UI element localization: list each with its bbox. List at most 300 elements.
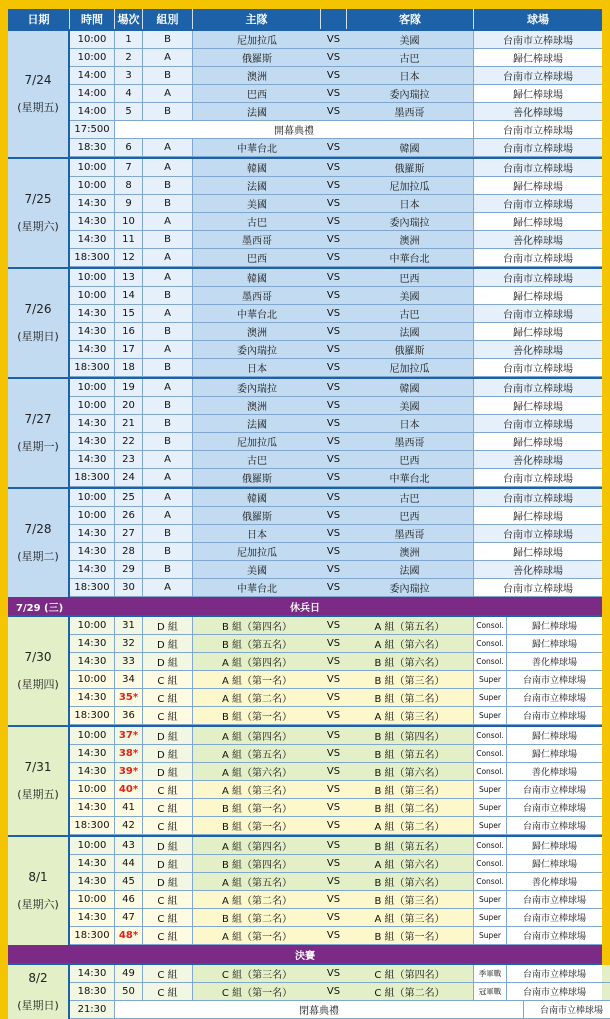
- match-row: [70, 433, 602, 451]
- away-team-cell: B 組（第二名）: [346, 689, 474, 706]
- game-number-cell: 23: [115, 451, 143, 468]
- time-cell: 10:00: [70, 397, 115, 414]
- vs-cell: VS: [326, 142, 341, 153]
- venue-cell: 台南市立棒球場: [474, 469, 602, 486]
- venue-cell: 善化棒球場: [474, 231, 602, 248]
- game-number-cell: 24: [115, 469, 143, 486]
- game-number-cell: 41: [115, 799, 143, 816]
- time-cell: 21:30: [70, 1001, 115, 1018]
- round-type-cell: Consol.: [474, 873, 507, 890]
- group-cell: D 組: [143, 855, 193, 872]
- date-label: 7/30: [24, 650, 52, 664]
- header-game-no: 場次: [115, 9, 143, 29]
- group-cell: B: [143, 397, 193, 414]
- date-label: 7/31: [24, 760, 52, 774]
- venue-cell: 善化棒球場: [507, 763, 602, 780]
- vs-cell: VS: [326, 106, 341, 117]
- round-type-cell: Super: [474, 689, 507, 706]
- home-team-cell: A 組（第四名）: [221, 732, 293, 743]
- match-rows: [70, 489, 602, 597]
- day-block: [8, 157, 602, 267]
- away-team-cell: B 組（第三名）: [346, 891, 474, 908]
- game-number-cell: 28: [115, 543, 143, 560]
- group-cell: A: [143, 469, 193, 486]
- date-label: 7/26: [24, 302, 52, 316]
- date-cell: [8, 269, 70, 377]
- game-number-cell: 21: [115, 415, 143, 432]
- home-team-cell: 法國: [247, 108, 267, 119]
- home-team-cell: B 組（第一名）: [221, 804, 293, 815]
- group-cell: D 組: [143, 763, 193, 780]
- away-team-cell: 澳洲: [346, 231, 474, 248]
- match-row: [70, 359, 602, 377]
- away-team-cell: B 組（第三名）: [346, 671, 474, 688]
- home-team-cell: 美國: [247, 200, 267, 211]
- date-cell: [8, 965, 70, 1019]
- away-team-cell: 巴西: [346, 507, 474, 524]
- away-team-cell: B 組（第二名）: [346, 799, 474, 816]
- away-team-cell: A 組（第五名）: [346, 617, 474, 634]
- weekday-label: (星期二): [17, 550, 59, 563]
- round-type-cell: Super: [474, 817, 507, 834]
- game-number-cell: 38*: [115, 745, 143, 762]
- vs-cell: VS: [326, 252, 341, 263]
- away-team-cell: B 組（第三名）: [346, 781, 474, 798]
- game-number-cell: 12: [115, 249, 143, 266]
- time-cell: 10:00: [70, 891, 115, 908]
- date-label: 7/24: [24, 73, 52, 87]
- date-cell: [8, 379, 70, 487]
- round-type-cell: Consol.: [474, 837, 507, 854]
- group-cell: B: [143, 415, 193, 432]
- venue-cell: 歸仁棒球場: [507, 837, 602, 854]
- home-team-cell: B 組（第一名）: [221, 712, 293, 723]
- venue-cell: 台南市立棒球場: [474, 139, 602, 156]
- away-team-cell: 俄羅斯: [346, 341, 474, 358]
- match-row: [70, 745, 602, 763]
- time-cell: 14:30: [70, 689, 115, 706]
- game-number-cell: 37*: [115, 727, 143, 744]
- venue-cell: 台南市立棒球場: [507, 891, 602, 908]
- group-cell: D 組: [143, 617, 193, 634]
- group-cell: D 組: [143, 727, 193, 744]
- group-cell: B: [143, 543, 193, 560]
- vs-cell: VS: [326, 820, 341, 831]
- away-team-cell: 日本: [346, 195, 474, 212]
- date-label: 7/27: [24, 412, 52, 426]
- vs-cell: VS: [326, 766, 341, 777]
- match-row: [70, 891, 602, 909]
- venue-cell: 歸仁棒球場: [474, 543, 602, 560]
- game-number-cell: 5: [115, 103, 143, 120]
- time-cell: 18:300: [70, 579, 115, 596]
- group-cell: B: [143, 177, 193, 194]
- away-team-cell: A 組（第六名）: [346, 635, 474, 652]
- time-cell: 18:30: [70, 139, 115, 156]
- round-type-cell: Consol.: [474, 855, 507, 872]
- vs-cell: VS: [326, 234, 341, 245]
- venue-cell: 台南市立棒球場: [474, 379, 602, 396]
- match-row: [70, 727, 602, 745]
- home-team-cell: 澳洲: [247, 328, 267, 339]
- venue-cell: 歸仁棒球場: [507, 745, 602, 762]
- game-number-cell: 43: [115, 837, 143, 854]
- group-cell: A: [143, 213, 193, 230]
- group-cell: B: [143, 231, 193, 248]
- header-vs: [321, 9, 346, 29]
- vs-cell: VS: [326, 70, 341, 81]
- venue-cell: 台南市立棒球場: [474, 579, 602, 596]
- game-number-cell: 15: [115, 305, 143, 322]
- group-cell: A: [143, 451, 193, 468]
- away-team-cell: 日本: [346, 67, 474, 84]
- match-row: [70, 305, 602, 323]
- match-row: [70, 909, 602, 927]
- group-cell: B: [143, 195, 193, 212]
- venue-cell: 台南市立棒球場: [507, 689, 602, 706]
- group-cell: C 組: [143, 707, 193, 724]
- game-number-cell: 39*: [115, 763, 143, 780]
- away-team-cell: 委內瑞拉: [346, 85, 474, 102]
- time-cell: 18:300: [70, 359, 115, 376]
- match-row: [70, 121, 602, 139]
- vs-cell: VS: [326, 52, 341, 63]
- time-cell: 14:00: [70, 67, 115, 84]
- group-cell: C 組: [143, 927, 193, 944]
- weekday-label: (星期四): [17, 678, 59, 691]
- home-team-cell: B 組（第四名）: [221, 622, 293, 633]
- round-type-cell: Super: [474, 799, 507, 816]
- time-cell: 14:30: [70, 635, 115, 652]
- time-cell: 10:00: [70, 489, 115, 506]
- time-cell: 14:30: [70, 965, 115, 982]
- match-row: [70, 781, 602, 799]
- time-cell: 10:00: [70, 727, 115, 744]
- home-team-cell: 澳洲: [247, 72, 267, 83]
- vs-cell: VS: [326, 290, 341, 301]
- match-row: [70, 49, 602, 67]
- vs-cell: VS: [326, 546, 341, 557]
- group-cell: A: [143, 379, 193, 396]
- vs-cell: VS: [326, 858, 341, 869]
- match-row: [70, 617, 602, 635]
- home-team-cell: 古巴: [247, 218, 267, 229]
- group-cell: D 組: [143, 635, 193, 652]
- home-team-cell: 日本: [247, 364, 267, 375]
- header-date: 日期: [8, 9, 70, 29]
- venue-cell: 台南市立棒球場: [474, 489, 602, 506]
- game-number-cell: 9: [115, 195, 143, 212]
- time-cell: 17:500: [70, 121, 115, 138]
- day-block: [8, 487, 602, 597]
- away-team-cell: B 組（第六名）: [346, 763, 474, 780]
- round-type-cell: Super: [474, 781, 507, 798]
- match-row: [70, 671, 602, 689]
- group-cell: A: [143, 507, 193, 524]
- game-number-cell: 29: [115, 561, 143, 578]
- venue-cell: 善化棒球場: [507, 873, 602, 890]
- group-cell: D 組: [143, 873, 193, 890]
- home-team-cell: 俄羅斯: [242, 512, 272, 523]
- home-team-cell: A 組（第五名）: [221, 750, 293, 761]
- away-team-cell: B 組（第五名）: [346, 837, 474, 854]
- vs-cell: VS: [326, 180, 341, 191]
- match-row: [70, 67, 602, 85]
- home-team-cell: 美國: [247, 566, 267, 577]
- rest-day-date: 7/29 (三): [16, 602, 64, 614]
- home-team-cell: A 組（第一名）: [221, 932, 293, 943]
- group-cell: D 組: [143, 745, 193, 762]
- time-cell: 10:00: [70, 507, 115, 524]
- vs-cell: VS: [326, 930, 341, 941]
- round-type-cell: Consol.: [474, 763, 507, 780]
- match-row: [70, 489, 602, 507]
- match-row: [70, 965, 610, 983]
- match-rows: [70, 159, 602, 267]
- venue-cell: 歸仁棒球場: [507, 855, 602, 872]
- round-type-cell: Super: [474, 927, 507, 944]
- venue-cell: 歸仁棒球場: [474, 85, 602, 102]
- home-team-cell: 韓國: [247, 494, 267, 505]
- game-number-cell: 42: [115, 817, 143, 834]
- match-row: [70, 543, 602, 561]
- vs-cell: VS: [326, 418, 341, 429]
- home-team-cell: 巴西: [247, 90, 267, 101]
- match-row: [70, 31, 602, 49]
- game-number-cell: 31: [115, 617, 143, 634]
- home-team-cell: 澳洲: [247, 402, 267, 413]
- time-cell: 14:30: [70, 873, 115, 890]
- time-cell: 10:00: [70, 31, 115, 48]
- match-row: [70, 177, 602, 195]
- time-cell: 14:30: [70, 763, 115, 780]
- away-team-cell: B 組（第一名）: [346, 927, 474, 944]
- date-label: 7/25: [24, 192, 52, 206]
- away-team-cell: 墨西哥: [346, 103, 474, 120]
- away-team-cell: 韓國: [346, 379, 474, 396]
- home-team-cell: B 組（第四名）: [221, 860, 293, 871]
- home-team-cell: 委內瑞拉: [237, 384, 277, 395]
- schedule-table: [8, 9, 603, 1017]
- venue-cell: 歸仁棒球場: [507, 635, 602, 652]
- vs-cell: VS: [326, 912, 341, 923]
- match-row: [70, 635, 602, 653]
- game-number-cell: 7: [115, 159, 143, 176]
- match-row: [70, 323, 602, 341]
- vs-cell: VS: [326, 528, 341, 539]
- game-number-cell: 13: [115, 269, 143, 286]
- game-number-cell: 17: [115, 341, 143, 358]
- away-team-cell: 美國: [346, 397, 474, 414]
- vs-cell: VS: [326, 510, 341, 521]
- away-team-cell: B 組（第五名）: [346, 745, 474, 762]
- vs-cell: VS: [326, 216, 341, 227]
- game-number-cell: 49: [115, 965, 143, 982]
- match-row: [70, 525, 602, 543]
- game-number-cell: 45: [115, 873, 143, 890]
- vs-cell: VS: [326, 894, 341, 905]
- match-row: [70, 341, 602, 359]
- away-team-cell: 法國: [346, 323, 474, 340]
- time-cell: 14:30: [70, 305, 115, 322]
- venue-cell: 台南市立棒球場: [507, 781, 602, 798]
- match-row: [70, 159, 602, 177]
- round-type-cell: Super: [474, 909, 507, 926]
- venue-cell: 善化棒球場: [474, 561, 602, 578]
- weekday-label: (星期一): [17, 440, 59, 453]
- weekday-label: (星期日): [17, 330, 59, 343]
- match-row: [70, 195, 602, 213]
- match-rows: [70, 269, 602, 377]
- game-number-cell: 30: [115, 579, 143, 596]
- home-team-cell: 尼加拉瓜: [237, 36, 277, 47]
- away-team-cell: B 組（第六名）: [346, 653, 474, 670]
- venue-cell: 台南市立棒球場: [507, 965, 602, 982]
- venue-cell: 台南市立棒球場: [474, 525, 602, 542]
- game-number-cell: 1: [115, 31, 143, 48]
- match-row: [70, 397, 602, 415]
- vs-cell: VS: [326, 986, 341, 997]
- vs-cell: VS: [326, 656, 341, 667]
- game-number-cell: 26: [115, 507, 143, 524]
- game-number-cell: 34: [115, 671, 143, 688]
- venue-cell: 台南市立棒球場: [474, 249, 602, 266]
- group-cell: A: [143, 489, 193, 506]
- home-team-cell: A 組（第四名）: [221, 658, 293, 669]
- home-team-cell: C 組（第一名）: [221, 988, 293, 999]
- game-number-cell: 46: [115, 891, 143, 908]
- venue-cell: 台南市立棒球場: [474, 195, 602, 212]
- time-cell: 14:30: [70, 231, 115, 248]
- venue-cell: 歸仁棒球場: [474, 323, 602, 340]
- date-cell: [8, 837, 70, 945]
- vs-cell: VS: [326, 492, 341, 503]
- match-rows: [70, 837, 602, 945]
- venue-cell: 歸仁棒球場: [474, 213, 602, 230]
- home-team-cell: 法國: [247, 182, 267, 193]
- time-cell: 18:30: [70, 983, 115, 1000]
- vs-cell: VS: [326, 784, 341, 795]
- match-rows: [70, 965, 610, 1019]
- away-team-cell: A 組（第二名）: [346, 817, 474, 834]
- match-row: [70, 927, 602, 945]
- game-number-cell: 27: [115, 525, 143, 542]
- header-venue: 球場: [527, 13, 549, 26]
- group-cell: C 組: [143, 817, 193, 834]
- venue-cell: 歸仁棒球場: [507, 617, 602, 634]
- home-team-cell: 法國: [247, 420, 267, 431]
- time-cell: 14:30: [70, 561, 115, 578]
- group-cell: B: [143, 67, 193, 84]
- away-team-cell: A 組（第六名）: [346, 855, 474, 872]
- match-row: [70, 213, 602, 231]
- venue-cell: 台南市立棒球場: [474, 415, 602, 432]
- venue-cell: 歸仁棒球場: [474, 49, 602, 66]
- home-team-cell: B 組（第二名）: [221, 914, 293, 925]
- game-number-cell: 3: [115, 67, 143, 84]
- group-cell: C 組: [143, 909, 193, 926]
- vs-cell: VS: [326, 674, 341, 685]
- weekday-label: (星期五): [17, 101, 59, 114]
- time-cell: 18:300: [70, 817, 115, 834]
- venue-cell: 台南市立棒球場: [524, 1001, 610, 1018]
- group-cell: C 組: [143, 781, 193, 798]
- header-home: 主隊: [193, 9, 321, 29]
- time-cell: 10:00: [70, 379, 115, 396]
- group-cell: D 組: [143, 837, 193, 854]
- venue-cell: 善化棒球場: [474, 451, 602, 468]
- home-team-cell: 墨西哥: [242, 292, 272, 303]
- venue-cell: 台南市立棒球場: [474, 269, 602, 286]
- vs-cell: VS: [326, 802, 341, 813]
- rest-day-bar: [8, 597, 602, 615]
- header-away: 客隊: [346, 9, 474, 29]
- ceremony-cell: 開幕典禮: [115, 121, 474, 138]
- game-number-cell: 11: [115, 231, 143, 248]
- time-cell: 18:300: [70, 927, 115, 944]
- match-row: [70, 799, 602, 817]
- round-type-cell: 季軍戰: [474, 965, 507, 982]
- weekday-label: (星期五): [17, 788, 59, 801]
- game-number-cell: 4: [115, 85, 143, 102]
- venue-cell: 台南市立棒球場: [474, 359, 602, 376]
- game-number-cell: 40*: [115, 781, 143, 798]
- group-cell: D 組: [143, 653, 193, 670]
- round-type-cell: Consol.: [474, 617, 507, 634]
- game-number-cell: 19: [115, 379, 143, 396]
- time-cell: 10:00: [70, 49, 115, 66]
- home-team-cell: 古巴: [247, 456, 267, 467]
- time-cell: 14:30: [70, 213, 115, 230]
- time-cell: 10:00: [70, 287, 115, 304]
- home-team-cell: A 組（第六名）: [221, 768, 293, 779]
- game-number-cell: 25: [115, 489, 143, 506]
- away-team-cell: 美國: [346, 31, 474, 48]
- away-team-cell: 韓國: [346, 139, 474, 156]
- group-cell: B: [143, 31, 193, 48]
- home-team-cell: A 組（第一名）: [221, 676, 293, 687]
- match-row: [70, 379, 602, 397]
- venue-cell: 台南市立棒球場: [507, 799, 602, 816]
- match-row: [70, 103, 602, 121]
- away-team-cell: 尼加拉瓜: [346, 177, 474, 194]
- match-row: [70, 269, 602, 287]
- home-team-cell: 委內瑞拉: [237, 346, 277, 357]
- home-team-cell: 韓國: [247, 164, 267, 175]
- vs-cell: VS: [326, 968, 341, 979]
- home-team-cell: 尼加拉瓜: [237, 548, 277, 559]
- group-cell: B: [143, 561, 193, 578]
- venue-cell: 台南市立棒球場: [507, 927, 602, 944]
- away-team-cell: B 組（第四名）: [346, 727, 474, 744]
- venue-cell: 歸仁棒球場: [474, 507, 602, 524]
- table-header: [8, 9, 602, 29]
- vs-cell: VS: [326, 308, 341, 319]
- weekday-label: (星期六): [17, 898, 59, 911]
- away-team-cell: 巴西: [346, 269, 474, 286]
- group-cell: B: [143, 359, 193, 376]
- vs-cell: VS: [326, 272, 341, 283]
- away-team-cell: 委內瑞拉: [346, 579, 474, 596]
- match-row: [70, 469, 602, 487]
- away-team-cell: C 組（第四名）: [346, 965, 474, 982]
- home-team-cell: A 組（第二名）: [221, 694, 293, 705]
- round-type-cell: Consol.: [474, 635, 507, 652]
- game-number-cell: 2: [115, 49, 143, 66]
- date-cell: [8, 159, 70, 267]
- vs-cell: VS: [326, 748, 341, 759]
- final-label: 決賽: [295, 950, 315, 962]
